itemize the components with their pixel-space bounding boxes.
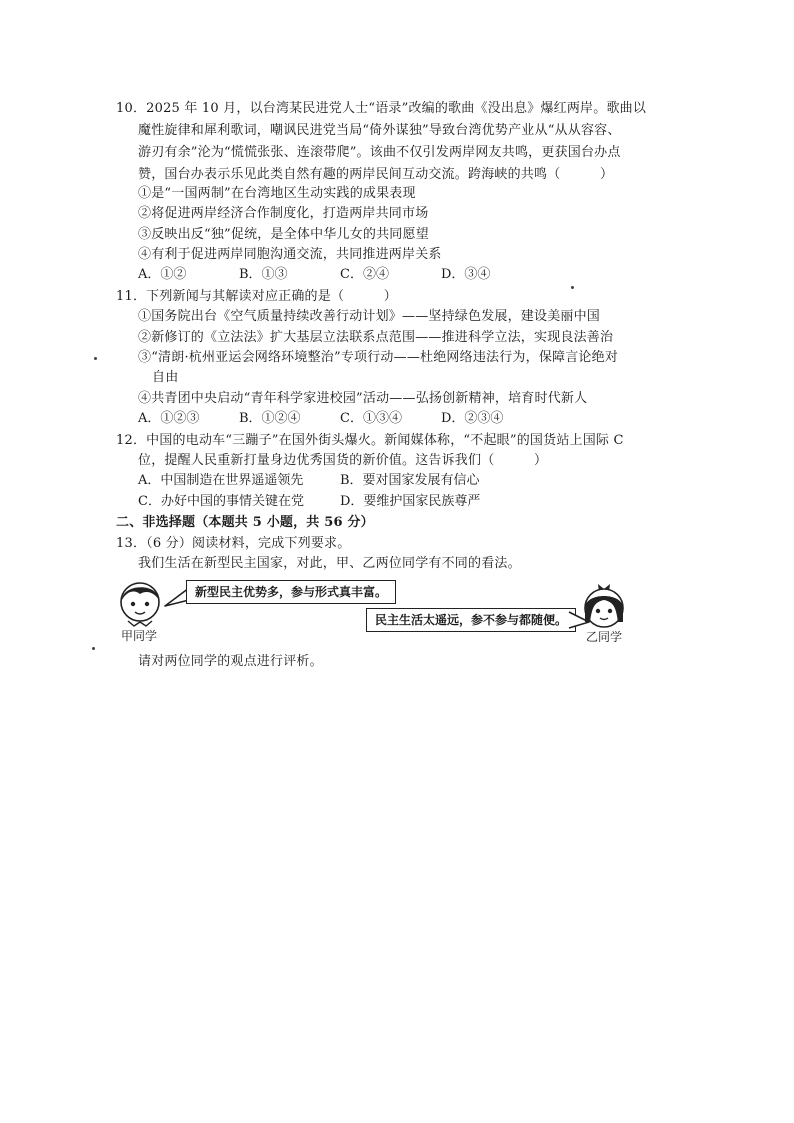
q12-stem-line-2: 位，提醒人民重新打量身边优秀国货的新价值。这告诉我们（ ） (138, 453, 548, 468)
q10-option-a[interactable]: A．①② (138, 267, 187, 282)
q12-option-c[interactable]: C．办好中国的事情关键在党 (138, 494, 304, 509)
q11-option-b[interactable]: B．①②④ (239, 411, 301, 426)
q10-option-b[interactable]: B．①③ (239, 267, 288, 282)
q10-statement-2: ②将促进两岸经济合作制度化，打造两岸共同市场 (138, 206, 429, 221)
section-2-heading: 二、非选择题（本题共 5 小题，共 56 分） (116, 515, 374, 530)
student-b-speech-bubble: 民主生活太遥远，参不参与都随便。 (366, 608, 576, 632)
q10-stem-line-4: 赞，国台办表示乐见此类自然有趣的两岸民间互动交流。跨海峡的共鸣（ ） (138, 167, 614, 182)
q13-stem: 13．（6 分）阅读材料，完成下列要求。 (116, 536, 351, 551)
q10-option-c[interactable]: C．②④ (340, 267, 389, 282)
scan-speck (92, 647, 95, 650)
q11-statement-2: ②新修订的《立法法》扩大基层立法联系点范围——推进科学立法，实现良法善治 (138, 330, 614, 345)
q10-stem-line-1: 10．2025 年 10 月，以台湾某民进党人士“语录”改编的歌曲《没出息》爆红两岸。歌曲以 (116, 101, 647, 116)
q10-statement-4: ④有利于促进两岸同胞沟通交流，共同推进两岸关系 (138, 247, 442, 262)
q10-stem-line-2: 魔性旋律和犀利歌词，嘲讽民进党当局“倚外谋独”导致台湾优势产业从“从从容容、 (138, 123, 621, 138)
q11-statement-3: ③“清朗·杭州亚运会网络环境整治”专项行动——杜绝网络违法行为，保障言论绝对 (138, 350, 619, 365)
q12-option-a[interactable]: A．中国制造在世界遥遥领先 (138, 473, 304, 488)
q10-statement-3: ③反映出反“独”促统，是全体中华儿女的共同愿望 (138, 227, 429, 242)
q11-option-d[interactable]: D．②③④ (441, 411, 504, 426)
q10-statement-1: ①是“一国两制”在台湾地区生动实践的成果表现 (138, 186, 416, 201)
q10-option-d[interactable]: D．③④ (441, 267, 491, 282)
scan-speck (571, 286, 574, 289)
q12-option-b[interactable]: B．要对国家发展有信心 (340, 473, 480, 488)
scan-speck (94, 357, 97, 360)
q12-stem-line-1: 12．中国的电动车“三蹦子”在国外街头爆火。新闻媒体称，“不起眼”的国货站上国际 C (116, 433, 624, 448)
q10-stem-line-3: 游刃有余”沦为“慌慌张张、连滚带爬”。该曲不仅引发两岸网友共鸣，更获国台办点 (138, 145, 621, 160)
student-b-girl-icon (576, 578, 632, 634)
student-a-boy-icon (114, 576, 166, 628)
q12-option-d[interactable]: D．要维护国家民族尊严 (340, 494, 481, 509)
q13-context: 我们生活在新型民主国家，对此，甲、乙两位同学有不同的看法。 (138, 556, 521, 571)
student-b-caption: 乙同学 (586, 630, 623, 644)
q11-statement-4: ④共青团中央启动“青年科学家进校园”活动——弘扬创新精神，培育时代新人 (138, 391, 588, 406)
q11-statement-1: ①国务院出台《空气质量持续改善行动计划》——坚持绿色发展，建设美丽中国 (138, 309, 601, 324)
q13-task-prompt: 请对两位同学的观点进行评析。 (138, 654, 323, 669)
q11-option-c[interactable]: C．①③④ (340, 411, 402, 426)
q11-statement-3-cont: 自由 (152, 370, 179, 385)
q11-option-a[interactable]: A．①②③ (138, 411, 200, 426)
q11-stem: 11．下列新闻与其解读对应正确的是（ ） (116, 289, 397, 304)
student-a-speech-bubble: 新型民主优势多，参与形式真丰富。 (186, 580, 396, 604)
student-a-caption: 甲同学 (121, 629, 158, 643)
